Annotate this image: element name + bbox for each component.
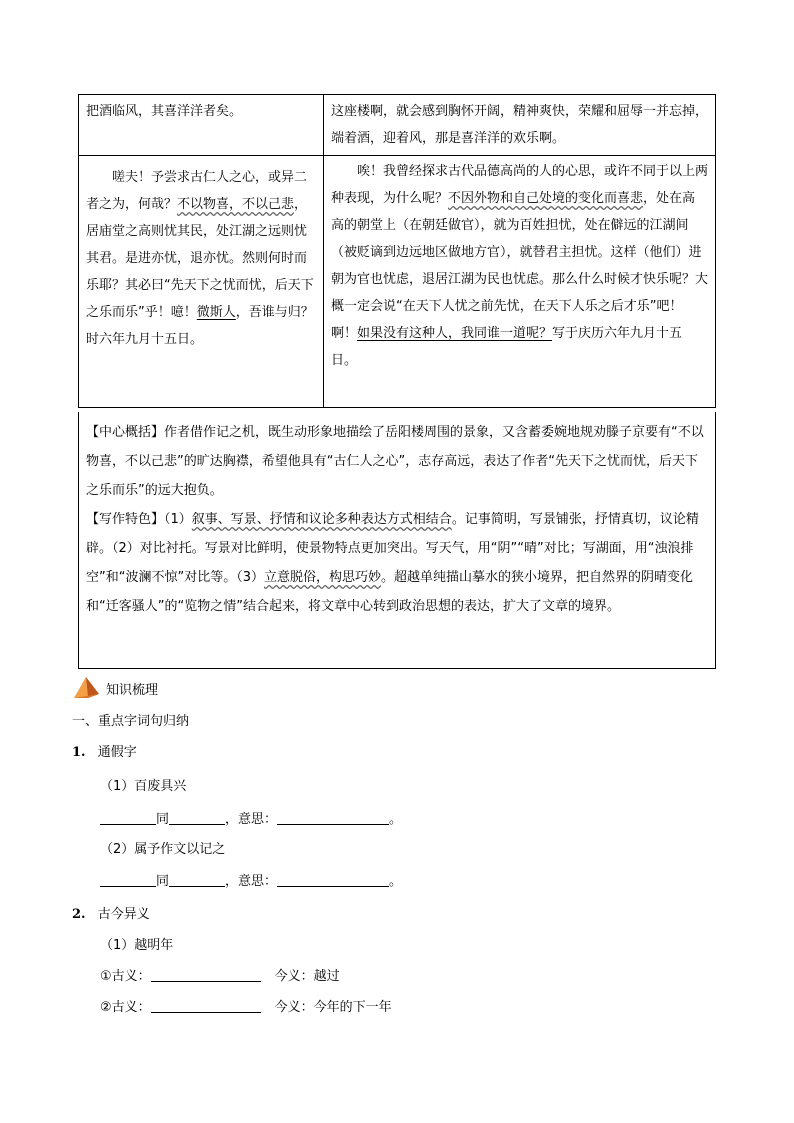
- translation-text: 这座楼啊，就会感到胸怀开阔，精神爽快，荣耀和屈辱一并忘掉，端着酒，迎着风，那是喜洋洋的欢乐啊。: [331, 104, 709, 146]
- question-1: （1）百废具兴: [100, 779, 187, 794]
- feature-text: （1）: [164, 512, 192, 527]
- item-title: 通假字: [97, 745, 137, 760]
- modern-meaning: 今义：越过: [274, 969, 340, 984]
- question-3: （1）越明年: [100, 938, 174, 953]
- answer-blank[interactable]: [151, 967, 261, 982]
- underlined-text: 如果没有这种人，我同谁一道呢？: [357, 326, 553, 341]
- period: 。: [389, 874, 403, 889]
- comparison-table: [78, 94, 716, 408]
- item-tongjiazi: [72, 741, 137, 760]
- question-2: （2）属予作文以记之: [100, 842, 226, 857]
- original-text-cell: [79, 156, 324, 408]
- summary-box: [78, 412, 716, 669]
- meaning-label: ，意思：: [225, 812, 278, 827]
- wavy-underlined-text: 不因外物和自己处境的变化而喜悲: [448, 191, 644, 206]
- period: 。: [389, 812, 403, 827]
- translation-cell: [324, 156, 716, 408]
- answer-blank[interactable]: [151, 998, 261, 1013]
- wavy-underlined-text: 叙事、写景、抒情和议论多种表达方式相结合: [191, 512, 452, 527]
- answer-row-2: [100, 870, 402, 889]
- feature-tag: 【写作特色】: [86, 512, 165, 527]
- translation-text: 唉！我曾经探求古代品德高尚的人的心思，或许不同于以上两种表现，为什么呢？: [331, 164, 709, 206]
- wavy-underlined-text: 不以物喜，不以己悲: [177, 197, 295, 212]
- pyramid-icon: [72, 676, 100, 700]
- item-gujinyiyi: [72, 903, 150, 922]
- answer-blank[interactable]: [277, 810, 389, 825]
- answer-blank[interactable]: [277, 872, 389, 887]
- wavy-underlined-text: 立意脱俗，构思巧妙: [263, 570, 381, 585]
- item-number: 1.: [72, 745, 86, 760]
- original-text: ，吾谁与归？时六年九月十五日。: [86, 305, 314, 347]
- item-title: 古今异义: [97, 907, 150, 922]
- ancient-meaning-row-1: [100, 965, 340, 984]
- same-label: 同: [156, 812, 170, 827]
- original-text: ，居庙堂之高则忧其民，处江湖之远则忧其君。是进亦忧，退亦忧。然则何时而乐耶？其必曰“先天下之忧而忧，后天下之乐而乐”乎！噫！: [86, 197, 314, 320]
- original-text-cell: [79, 95, 324, 156]
- translation-text: 写于庆历六年九月十五日。: [331, 326, 683, 368]
- feature-text: 。超越单纯描山摹水的狭小境界，把自然界的阴晴变化和“迁客骚人”的“览物之情”结合起来，将文章中心转到政治思想的表达，扩大了文章的境界。: [86, 570, 694, 614]
- translation-text: ，处在高高的朝堂上（在朝廷做官），就为百姓担忧，处在僻远的江湖间（被贬谪到边远地区做地方官），就替君主担忧。这样（他们）进朝为官也忧虑，退居江湖为民也忧虑。那么什么时候才快乐呢？大概一定会说“在天下人忧之前先忧，在天下人乐之后才乐”吧！啊！: [331, 191, 709, 341]
- ancient-meaning-row-2: [100, 996, 392, 1015]
- ancient-label: ①古义：: [100, 969, 151, 984]
- meaning-label: ，意思：: [225, 874, 278, 889]
- heading-key-words: 一、重点字词句归纳: [72, 714, 190, 729]
- translation-cell: [324, 95, 716, 156]
- center-tag: 【中心概括】: [86, 425, 165, 440]
- feature-text: 。记事简明，写景铺张，抒情真切，议论精辟。（2）对比衬托。写景对比鲜明，使景物特点更加突出。写天气，用“阴”“晴”对比；写湖面，用“浊浪排空”和“波澜不惊”对比等。（3）: [86, 512, 699, 585]
- answer-blank[interactable]: [169, 810, 225, 825]
- translation-paragraph: [331, 158, 708, 374]
- answer-blank[interactable]: [100, 810, 156, 825]
- answer-blank[interactable]: [100, 872, 156, 887]
- underlined-text: 微斯人: [196, 305, 236, 320]
- item-number: 2.: [72, 907, 86, 922]
- table-row: [79, 156, 716, 408]
- original-text: 嗟夫！予尝求古仁人之心，或异二者之为，何哉？: [86, 170, 308, 212]
- section-title: 知识梳理: [106, 682, 159, 698]
- answer-row-1: [100, 808, 402, 827]
- center-summary: [86, 418, 708, 505]
- answer-blank[interactable]: [169, 872, 225, 887]
- table-row: [79, 95, 716, 156]
- ancient-label: ②古义：: [100, 1000, 151, 1015]
- same-label: 同: [156, 874, 170, 889]
- center-text: 作者借作记之机，既生动形象地描绘了岳阳楼周围的景象，又含蓄委婉地规劝滕子京要有“不以物喜，不以己悲”的旷达胸襟，希望他具有“古仁人之心”，志存高远，表达了作者“先天下之忧而忧，后天下之乐而乐”的远大抱负。: [86, 425, 704, 498]
- writing-features: [86, 505, 708, 621]
- section-header: [72, 676, 158, 700]
- modern-meaning: 今义：今年的下一年: [274, 1000, 392, 1015]
- original-text: 把酒临风，其喜洋洋者矣。: [86, 104, 243, 119]
- original-paragraph: [86, 164, 316, 353]
